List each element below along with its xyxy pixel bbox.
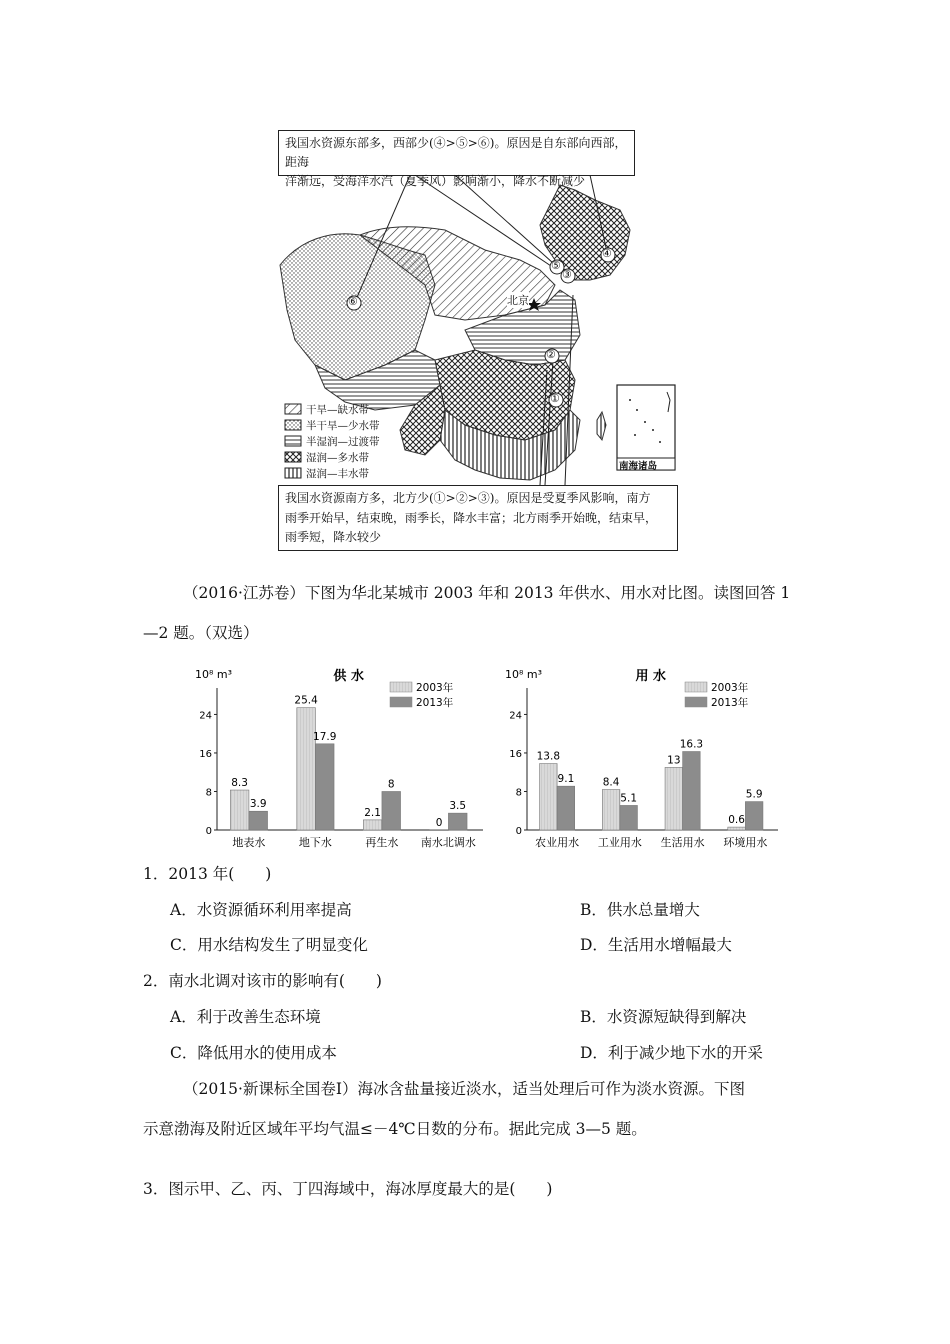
marker-3: ③ — [562, 268, 572, 281]
bar — [602, 790, 620, 830]
bottom-note-line: 雨季短，降水较少 — [285, 530, 382, 544]
y-tick-label: 8 — [515, 787, 522, 799]
passage-line-2: 示意渤海及附近区域年平均气温≤－4℃日数的分布。据此完成 3—5 题。 — [143, 1120, 647, 1138]
bar — [665, 767, 683, 830]
bar-value-label: 5.1 — [620, 792, 638, 805]
water-use-chart — [505, 660, 780, 852]
q2-option-a[interactable]: A．利于改善生态环境 — [170, 1008, 321, 1026]
bottom-note-line: 我国水资源南方多，北方少(①>②>③)。原因是受夏季风影响，南方 — [285, 491, 651, 505]
bar-value-label: 9.1 — [557, 773, 575, 786]
legend-swatch — [390, 697, 412, 707]
intro-line-2: —2 题。（双选） — [143, 624, 259, 642]
q2-option-b[interactable]: B．水资源短缺得到解决 — [580, 1008, 747, 1026]
map-top-note — [278, 130, 635, 188]
bar-value-label: 0.6 — [728, 814, 745, 827]
bar-value-label: 3.9 — [249, 798, 267, 811]
category-label: 生活用水 — [660, 836, 705, 849]
bar — [557, 786, 575, 830]
passage-line-1: （2015·新课标全国卷Ⅰ）海冰含盐量接近淡水，适当处理后可作为淡水资源。下图 — [183, 1080, 745, 1098]
beijing-label: 北京 — [507, 294, 529, 307]
marker-5: ⑤ — [551, 259, 561, 272]
legend-item: 湿润—丰水带 — [306, 468, 369, 480]
bar — [620, 805, 638, 830]
marker-2: ② — [546, 348, 556, 361]
category-label: 工业用水 — [597, 836, 642, 849]
q1-option-d[interactable]: D．生活用水增幅最大 — [580, 936, 732, 954]
bar — [683, 752, 701, 830]
q1-option-b[interactable]: B．供水总量增大 — [580, 901, 700, 919]
bar-value-label: 8 — [387, 778, 395, 791]
bottom-note-line: 雨季开始早，结束晚，雨季长，降水丰富；北方雨季开始晚，结束早， — [285, 510, 658, 525]
y-axis-unit: 10⁸ m³ — [505, 668, 543, 681]
bar — [430, 830, 449, 831]
bar — [363, 820, 382, 830]
y-tick-label: 0 — [205, 826, 212, 837]
q1-option-a[interactable]: A．水资源循环利用率提高 — [170, 901, 352, 919]
bar — [249, 811, 268, 830]
water-resource-map-figure — [275, 130, 680, 555]
category-label: 环境用水 — [723, 836, 768, 849]
water-supply-chart — [195, 660, 485, 852]
bar — [745, 802, 763, 830]
bar-value-label: 3.5 — [449, 800, 467, 813]
legend-item: 半湿润—过渡带 — [306, 436, 380, 448]
legend-label: 2003年 — [416, 682, 454, 694]
category-label: 农业用水 — [535, 836, 580, 849]
q2-stem: 2．南水北调对该市的影响有( ) — [143, 972, 382, 990]
bar-value-label: 2.1 — [364, 806, 381, 819]
legend-swatch — [685, 682, 707, 692]
inset-label: 南海诸岛 — [619, 461, 658, 472]
legend-label: 2013年 — [416, 697, 454, 709]
legend-label: 2003年 — [711, 682, 749, 694]
map-legend — [306, 402, 380, 482]
y-tick-label: 8 — [205, 787, 212, 799]
y-tick-label: 24 — [509, 710, 522, 722]
bar-value-label: 0 — [435, 817, 443, 829]
q3-stem: 3．图示甲、乙、丙、丁四海域中，海冰厚度最大的是( ) — [143, 1180, 553, 1198]
bar-value-label: 5.9 — [745, 788, 763, 801]
bar — [230, 790, 249, 830]
category-label: 南水北调水 — [420, 836, 476, 849]
y-tick-label: 0 — [515, 826, 522, 837]
bar — [540, 764, 558, 830]
q2-option-c[interactable]: C．降低用水的使用成本 — [170, 1044, 337, 1062]
bar — [448, 813, 467, 830]
marker-1: ① — [550, 392, 560, 405]
bar — [297, 708, 316, 830]
legend-label: 2013年 — [711, 697, 749, 709]
bar — [315, 744, 334, 830]
y-tick-label: 24 — [199, 710, 212, 722]
chart-title: 供 水 — [333, 669, 364, 684]
bar — [728, 827, 746, 830]
legend-item: 湿润—多水带 — [306, 452, 369, 464]
bar-value-label: 17.9 — [313, 730, 337, 743]
marker-6: ⑥ — [348, 295, 358, 308]
legend-item: 半干旱—少水带 — [306, 420, 380, 432]
legend-swatch — [685, 697, 707, 707]
category-label: 再生水 — [365, 836, 399, 849]
intro-line-1: （2016·江苏卷）下图为华北某城市 2003 年和 2013 年供水、用水对比图。读图回答 1 — [183, 584, 791, 602]
map-bottom-note — [278, 485, 678, 551]
y-tick-label: 16 — [509, 748, 522, 760]
top-note-line: 洋渐远，受海洋水汽（夏季风）影响渐小，降水不断减少 — [285, 174, 586, 188]
marker-4: ④ — [602, 247, 612, 260]
q2-option-d[interactable]: D．利于减少地下水的开采 — [580, 1044, 763, 1062]
category-label: 地下水 — [298, 836, 332, 849]
category-label: 地表水 — [232, 836, 266, 849]
q1-option-c[interactable]: C．用水结构发生了明显变化 — [170, 936, 368, 954]
bar-value-label: 13.8 — [536, 750, 561, 763]
y-axis-unit: 10⁸ m³ — [195, 668, 233, 681]
legend-item: 干旱—缺水带 — [306, 404, 369, 416]
bar-value-label: 13 — [667, 754, 681, 767]
y-tick-label: 16 — [199, 748, 212, 760]
q1-stem: 1．2013 年( ) — [143, 865, 272, 883]
top-note-line: 我国水资源东部多，西部少(④>⑤>⑥)。原因是自东部向西部，距海 — [285, 136, 627, 169]
bar-value-label: 8.3 — [231, 777, 248, 790]
bar-value-label: 25.4 — [294, 694, 318, 707]
bar — [382, 791, 401, 830]
bar-value-label: 8.4 — [602, 776, 620, 789]
legend-swatch — [390, 682, 412, 692]
bar-value-label: 16.3 — [679, 738, 704, 751]
chart-title: 用 水 — [635, 669, 667, 684]
